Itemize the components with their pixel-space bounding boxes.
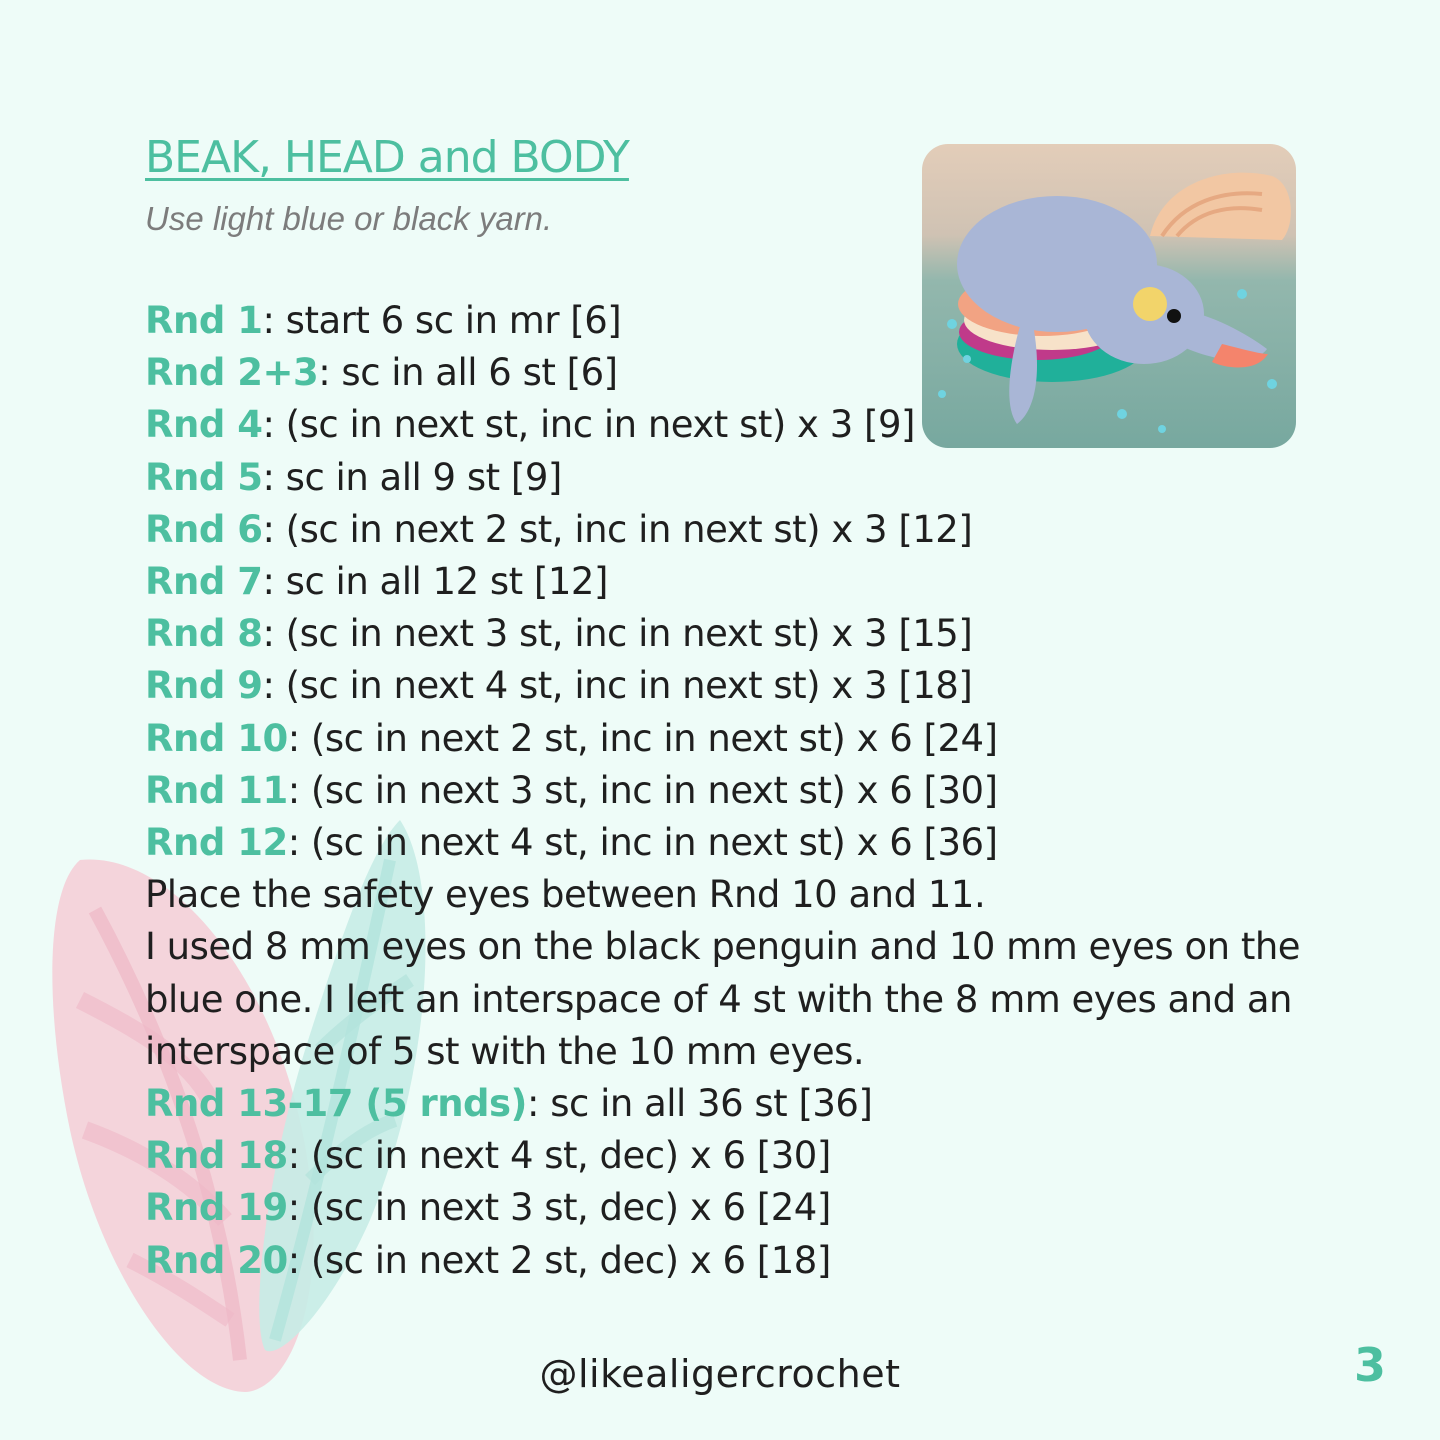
round-text: : (sc in next 2 st, inc in next st) x 3 [12] [262,507,973,551]
round-label: Rnd 9 [145,664,263,708]
round-text: : sc in all 9 st [9] [262,455,562,499]
round-text: : (sc in next 3 st, inc in next st) x 3 [15] [262,612,973,656]
round-label: Rnd 7 [145,560,263,604]
pattern-text [145,295,1305,1287]
section-title: BEAK, HEAD and BODY [145,132,629,183]
round-label: Rnd 12 [145,821,288,865]
round-line [145,295,1305,347]
round-label: Rnd 13-17 (5 rnds) [145,1082,527,1126]
round-label: Rnd 1 [145,299,263,342]
round-line [145,765,1305,817]
round-line [145,399,1305,451]
round-text: : (sc in next 4 st, inc in next st) x 6 [36] [287,821,998,865]
eyes-placement-note: Place the safety eyes between Rnd 10 and 11. [145,873,986,917]
round-line [145,504,1305,556]
author-handle: @likealigercrochet [539,1352,901,1396]
round-text: : (sc in next 3 st, dec) x 6 [24] [287,1186,831,1230]
yarn-instruction: Use light blue or black yarn. [145,200,553,237]
round-line [145,608,1305,660]
round-text: : (sc in next 4 st, inc in next st) x 3 [18] [262,664,973,708]
round-label: Rnd 19 [145,1186,288,1230]
round-line [145,660,1305,712]
round-line [145,347,1305,399]
round-line [145,452,1305,504]
eyes-detail-note: I used 8 mm eyes on the black penguin and 10 mm eyes on the blue one. I left an interspace of 4 st with the 8 mm eyes and an interspace of 5 st with the 10 mm eyes. [145,925,1301,1073]
round-line [145,817,1305,869]
round-line [145,713,1305,765]
round-line [145,1130,1305,1182]
round-text: : (sc in next 2 st, dec) x 6 [18] [287,1238,831,1282]
round-line [145,1235,1305,1287]
page-number: 3 [1353,1338,1386,1392]
round-label: Rnd 5 [145,455,263,499]
round-label: Rnd 8 [145,612,263,656]
round-label: Rnd 4 [145,403,263,447]
round-text: : (sc in next 4 st, dec) x 6 [30] [287,1134,831,1178]
round-text: : sc in all 36 st [36] [526,1082,873,1126]
round-label: Rnd 2+3 [145,351,319,395]
round-text: : (sc in next 3 st, inc in next st) x 6 [30] [287,768,998,812]
round-label: Rnd 20 [145,1238,288,1282]
round-label: Rnd 11 [145,768,288,812]
round-text: : sc in all 12 st [12] [262,560,608,604]
round-label: Rnd 18 [145,1134,288,1178]
round-label: Rnd 10 [145,716,288,760]
round-label: Rnd 6 [145,507,263,551]
round-line [145,556,1305,608]
round-text: : sc in all 6 st [6] [318,351,618,395]
round-text: : (sc in next st, inc in next st) x 3 [9] [262,403,915,447]
round-text: : start 6 sc in mr [6] [262,299,622,342]
round-text: : (sc in next 2 st, inc in next st) x 6 [24] [287,716,998,760]
round-line [145,1182,1305,1234]
round-line [145,1078,1305,1130]
